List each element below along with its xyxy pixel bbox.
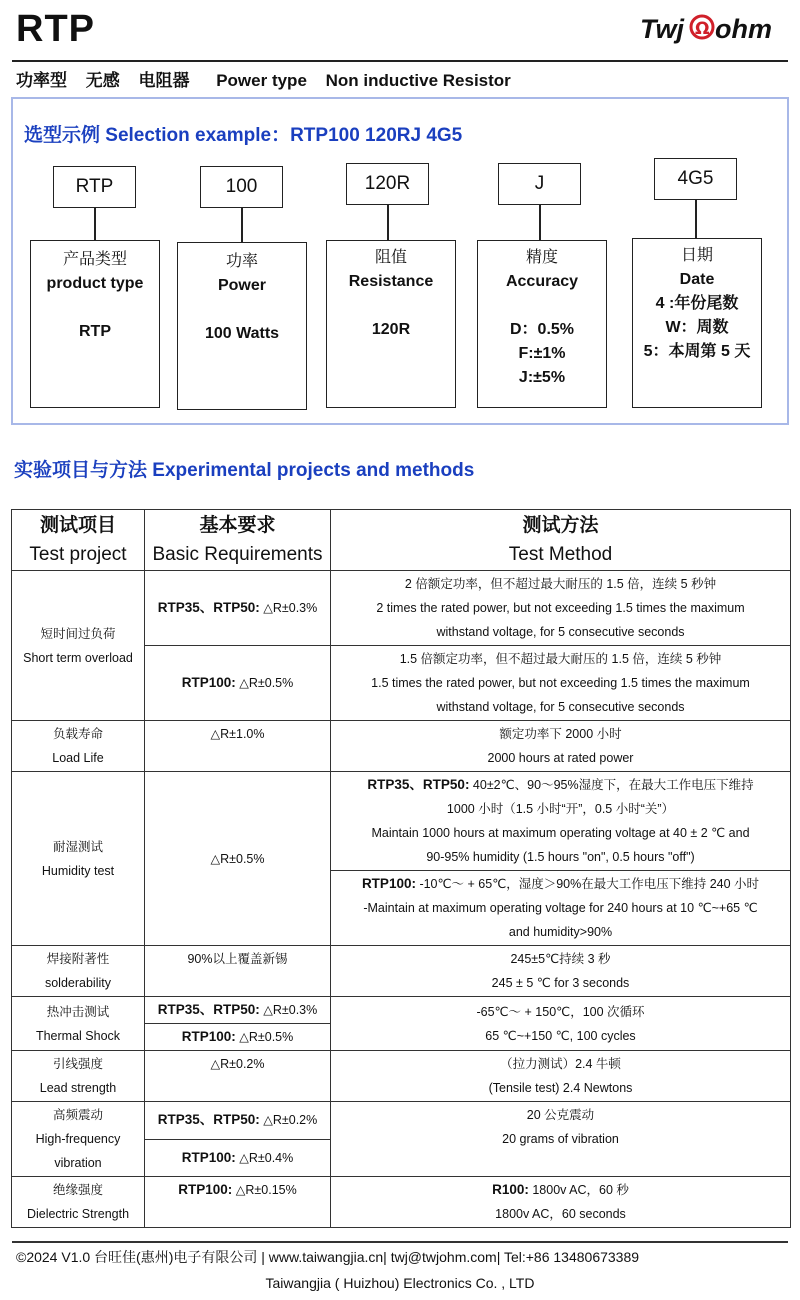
overload-method-2-en1: 1.5 times the rated power, but not exceeding 1.5 times the maximum	[371, 676, 750, 690]
vibration-req-1	[145, 1102, 331, 1140]
table-row	[12, 1102, 791, 1140]
solder-name-en: solderability	[44, 976, 111, 990]
desc-box-type	[30, 240, 160, 408]
humidity-method-1-cn2: 1000 小时（1.5 小时“开”，0.5 小时“关”）	[446, 802, 675, 816]
vibration-req-2-value: △R±0.4%	[235, 1150, 294, 1165]
overload-name-en: Short term overload	[23, 650, 133, 665]
footer-rule	[12, 1241, 788, 1243]
lead-name-en: Lead strength	[39, 1081, 117, 1095]
shock-method	[331, 997, 791, 1051]
dielectric-req-value: △R±0.15%	[232, 1183, 297, 1197]
dielectric-req	[145, 1177, 331, 1228]
col-basic-requirements-en: Basic Requirements	[152, 544, 323, 565]
page-title: RTP	[16, 8, 95, 50]
overload-req-2-value: △R±0.5%	[235, 676, 294, 690]
footer-contact: ©2024 V1.0 台旺佳(惠州)电子有限公司 | www.taiwangjia.cn| twj@twjohm.com| Tel:+86 13480673389	[16, 1249, 640, 1265]
life-name	[12, 721, 145, 772]
solder-name-cn: 焊接附著性	[46, 952, 110, 966]
humidity-method-2-cn: -10℃～ + 65℃，湿度＞90%在最大工作电压下维持 240 小时	[415, 877, 760, 891]
code-box-accuracy: J	[498, 163, 581, 205]
desc-accuracy-line-j: J:±5%	[518, 369, 566, 386]
subtitle-en-2: Non inductive Resistor	[325, 71, 511, 90]
desc-power-cn: 功率	[225, 253, 258, 270]
desc-accuracy-line-f: F:±1%	[518, 345, 566, 362]
connector-accuracy	[539, 205, 541, 240]
desc-date-line-year: 4 :年份尾数	[655, 295, 739, 312]
overload-req-1	[145, 571, 331, 646]
connector-resistance	[387, 205, 389, 240]
header-rule	[12, 60, 788, 62]
overload-method-1-en1: 2 times the rated power, but not exceeding 1.5 times the maximum	[376, 601, 745, 615]
shock-name-cn: 热冲击测试	[46, 1004, 110, 1019]
dielectric-method-model: R100:	[492, 1182, 529, 1197]
table-row	[12, 571, 791, 646]
table-row	[12, 772, 791, 871]
desc-accuracy-en: Accuracy	[505, 273, 579, 290]
product-subtitle	[16, 66, 525, 91]
desc-date-line-day: 5：本周第 5 天	[643, 343, 751, 360]
humidity-method-2-en2: and humidity>90%	[508, 925, 613, 939]
subtitle-cn-1: 功率型	[16, 71, 67, 90]
vibration-method	[331, 1102, 791, 1177]
connector-date	[695, 200, 697, 238]
overload-name-cn: 短时间过负荷	[40, 626, 116, 641]
desc-box-date	[632, 238, 762, 408]
humidity-method-2-model: RTP100:	[361, 876, 416, 891]
desc-date-en: Date	[679, 271, 715, 288]
overload-method-1-en2: withstand voltage, for 5 consecutive seconds	[436, 625, 685, 639]
vibration-method-cn: 20 公克震动	[526, 1108, 595, 1122]
code-box-date: 4G5	[654, 158, 737, 200]
connector-power	[241, 208, 243, 242]
desc-resistance-cn: 阻值	[374, 249, 407, 266]
vibration-name-en2: vibration	[54, 1156, 102, 1170]
col-test-project-cn: 测试项目	[39, 515, 116, 536]
desc-date-cn: 日期	[680, 247, 713, 264]
table-row	[12, 721, 791, 772]
lead-method-cn: （拉力测试）2.4 牛顿	[500, 1057, 621, 1071]
desc-power-value: 100 Watts	[204, 325, 280, 342]
connector-type	[94, 208, 96, 240]
dielectric-method-cn: 1800v AC，60 秒	[528, 1183, 629, 1197]
col-test-project	[12, 510, 145, 571]
subtitle-cn-2: 无感	[85, 71, 120, 90]
overload-req-1-model: RTP35、RTP50:	[157, 600, 260, 615]
table-row	[12, 1051, 791, 1102]
shock-name-en: Thermal Shock	[35, 1028, 121, 1043]
desc-date-line-week: W：周数	[665, 319, 729, 336]
overload-method-2-cn: 1.5 倍额定功率，但不超过最大耐压的 1.5 倍，连续 5 秒钟	[399, 652, 722, 666]
desc-type-value: RTP	[79, 323, 111, 340]
col-test-method-en: Test Method	[508, 544, 613, 565]
dielectric-name	[12, 1177, 145, 1228]
col-basic-requirements	[145, 510, 331, 571]
humidity-method-1-en2: 90-95% humidity (1.5 hours "on", 0.5 hours "off")	[426, 850, 695, 864]
lead-req: △R±0.2%	[145, 1051, 331, 1102]
desc-box-power	[177, 242, 307, 410]
code-box-resistance: 120R	[346, 163, 429, 205]
subtitle-cn-3: 电阻器	[138, 71, 190, 90]
company-logo	[640, 10, 780, 46]
overload-name	[12, 571, 145, 721]
lead-method-en: (Tensile test) 2.4 Newtons	[488, 1081, 633, 1095]
col-basic-requirements-cn: 基本要求	[199, 515, 276, 536]
desc-resistance-value: 120R	[371, 321, 411, 338]
humidity-name-cn: 耐湿测试	[52, 839, 103, 854]
shock-req-1	[145, 997, 331, 1024]
overload-req-1-value: △R±0.3%	[259, 601, 318, 615]
humidity-method-1-cn: 40±2℃、90～95%湿度下，在最大工作电压下维持	[469, 778, 754, 792]
code-box-type: RTP	[53, 166, 136, 208]
table-row	[12, 946, 791, 997]
dielectric-name-en: Dielectric Strength	[26, 1207, 130, 1221]
life-method	[331, 721, 791, 772]
experiments-table	[11, 509, 791, 1228]
table-header-row	[12, 510, 791, 571]
humidity-method-1	[331, 772, 791, 871]
shock-req-1-value: △R±0.3%	[259, 1003, 318, 1017]
humidity-method-1-model: RTP35、RTP50:	[367, 777, 470, 792]
desc-power-en: Power	[217, 277, 266, 294]
dielectric-req-model: RTP100:	[178, 1182, 233, 1197]
desc-accuracy-line-d: D：0.5%	[509, 321, 575, 338]
shock-req-2-model: RTP100:	[181, 1029, 236, 1044]
overload-req-2-model: RTP100:	[181, 675, 236, 690]
solder-method-cn: 245±5℃持续 3 秒	[510, 952, 611, 966]
vibration-name-cn: 高频震动	[52, 1108, 103, 1122]
col-test-method	[331, 510, 791, 571]
dielectric-method	[331, 1177, 791, 1228]
shock-name	[12, 997, 145, 1051]
vibration-req-1-model: RTP35、RTP50:	[157, 1112, 260, 1128]
col-test-method-cn: 测试方法	[522, 515, 599, 536]
desc-box-accuracy	[477, 240, 607, 408]
vibration-method-en: 20 grams of vibration	[502, 1132, 619, 1146]
vibration-name-en1: High-frequency	[35, 1132, 121, 1146]
humidity-method-1-en1: Maintain 1000 hours at maximum operating voltage at 40 ± 2 ℃ and	[371, 826, 750, 840]
life-req: △R±1.0%	[145, 721, 331, 772]
shock-req-1-model: RTP35、RTP50:	[157, 1002, 260, 1017]
lead-name	[12, 1051, 145, 1102]
shock-method-en: 65 ℃~+150 ℃, 100 cycles	[485, 1028, 636, 1043]
humidity-name	[12, 772, 145, 946]
humidity-method-2	[331, 871, 791, 946]
desc-resistance-en: Resistance	[348, 273, 434, 290]
life-name-cn: 负载寿命	[52, 727, 103, 741]
svg-text:Twj: Twj	[640, 14, 684, 44]
vibration-req-2-model: RTP100:	[181, 1149, 236, 1165]
svg-text:Ω: Ω	[695, 19, 710, 39]
code-box-power: 100	[200, 166, 283, 208]
desc-type-cn: 产品类型	[62, 251, 127, 268]
dielectric-method-en: 1800v AC，60 seconds	[495, 1207, 626, 1221]
vibration-req-2	[145, 1139, 331, 1177]
solder-method	[331, 946, 791, 997]
lead-name-cn: 引线强度	[52, 1057, 103, 1071]
table-row	[12, 997, 791, 1024]
col-test-project-en: Test project	[29, 544, 127, 565]
selection-heading: 选型示例 Selection example：RTP100 120RJ 4G5	[24, 125, 463, 146]
desc-box-resistance	[326, 240, 456, 408]
subtitle-en-1: Power type	[216, 71, 307, 90]
solder-req: 90%以上覆盖新锡	[145, 946, 331, 997]
footer-company: Taiwangjia ( Huizhou) Electronics Co. , LTD	[265, 1275, 535, 1291]
overload-method-2	[331, 646, 791, 721]
vibration-req-1-value: △R±0.2%	[259, 1113, 318, 1128]
life-method-en: 2000 hours at rated power	[487, 751, 634, 765]
experiments-heading: 实验项目与方法 Experimental projects and methods	[14, 460, 475, 481]
shock-req-2	[145, 1024, 331, 1051]
shock-method-cn: -65℃～ + 150℃，100 次循环	[476, 1004, 645, 1019]
vibration-name	[12, 1102, 145, 1177]
desc-accuracy-cn: 精度	[525, 249, 558, 266]
humidity-req: △R±0.5%	[145, 772, 331, 946]
overload-req-2	[145, 646, 331, 721]
desc-type-en: product type	[46, 275, 144, 292]
solder-name	[12, 946, 145, 997]
solder-method-en: 245 ± 5 ℃ for 3 seconds	[491, 976, 630, 990]
life-method-cn: 额定功率下 2000 小时	[499, 727, 622, 741]
overload-method-1	[331, 571, 791, 646]
shock-req-2-value: △R±0.5%	[235, 1030, 294, 1044]
dielectric-name-cn: 绝缘强度	[52, 1183, 103, 1197]
table-row	[12, 1177, 791, 1228]
humidity-method-2-en1: -Maintain at maximum operating voltage for 240 hours at 10 ℃~+65 ℃	[363, 901, 758, 915]
life-name-en: Load Life	[52, 751, 104, 765]
lead-method	[331, 1051, 791, 1102]
humidity-name-en: Humidity test	[41, 863, 115, 878]
overload-method-2-en2: withstand voltage, for 5 consecutive seconds	[436, 700, 685, 714]
overload-method-1-cn: 2 倍额定功率，但不超过最大耐压的 1.5 倍，连续 5 秒钟	[404, 577, 717, 591]
svg-text:ohm: ohm	[715, 14, 772, 44]
